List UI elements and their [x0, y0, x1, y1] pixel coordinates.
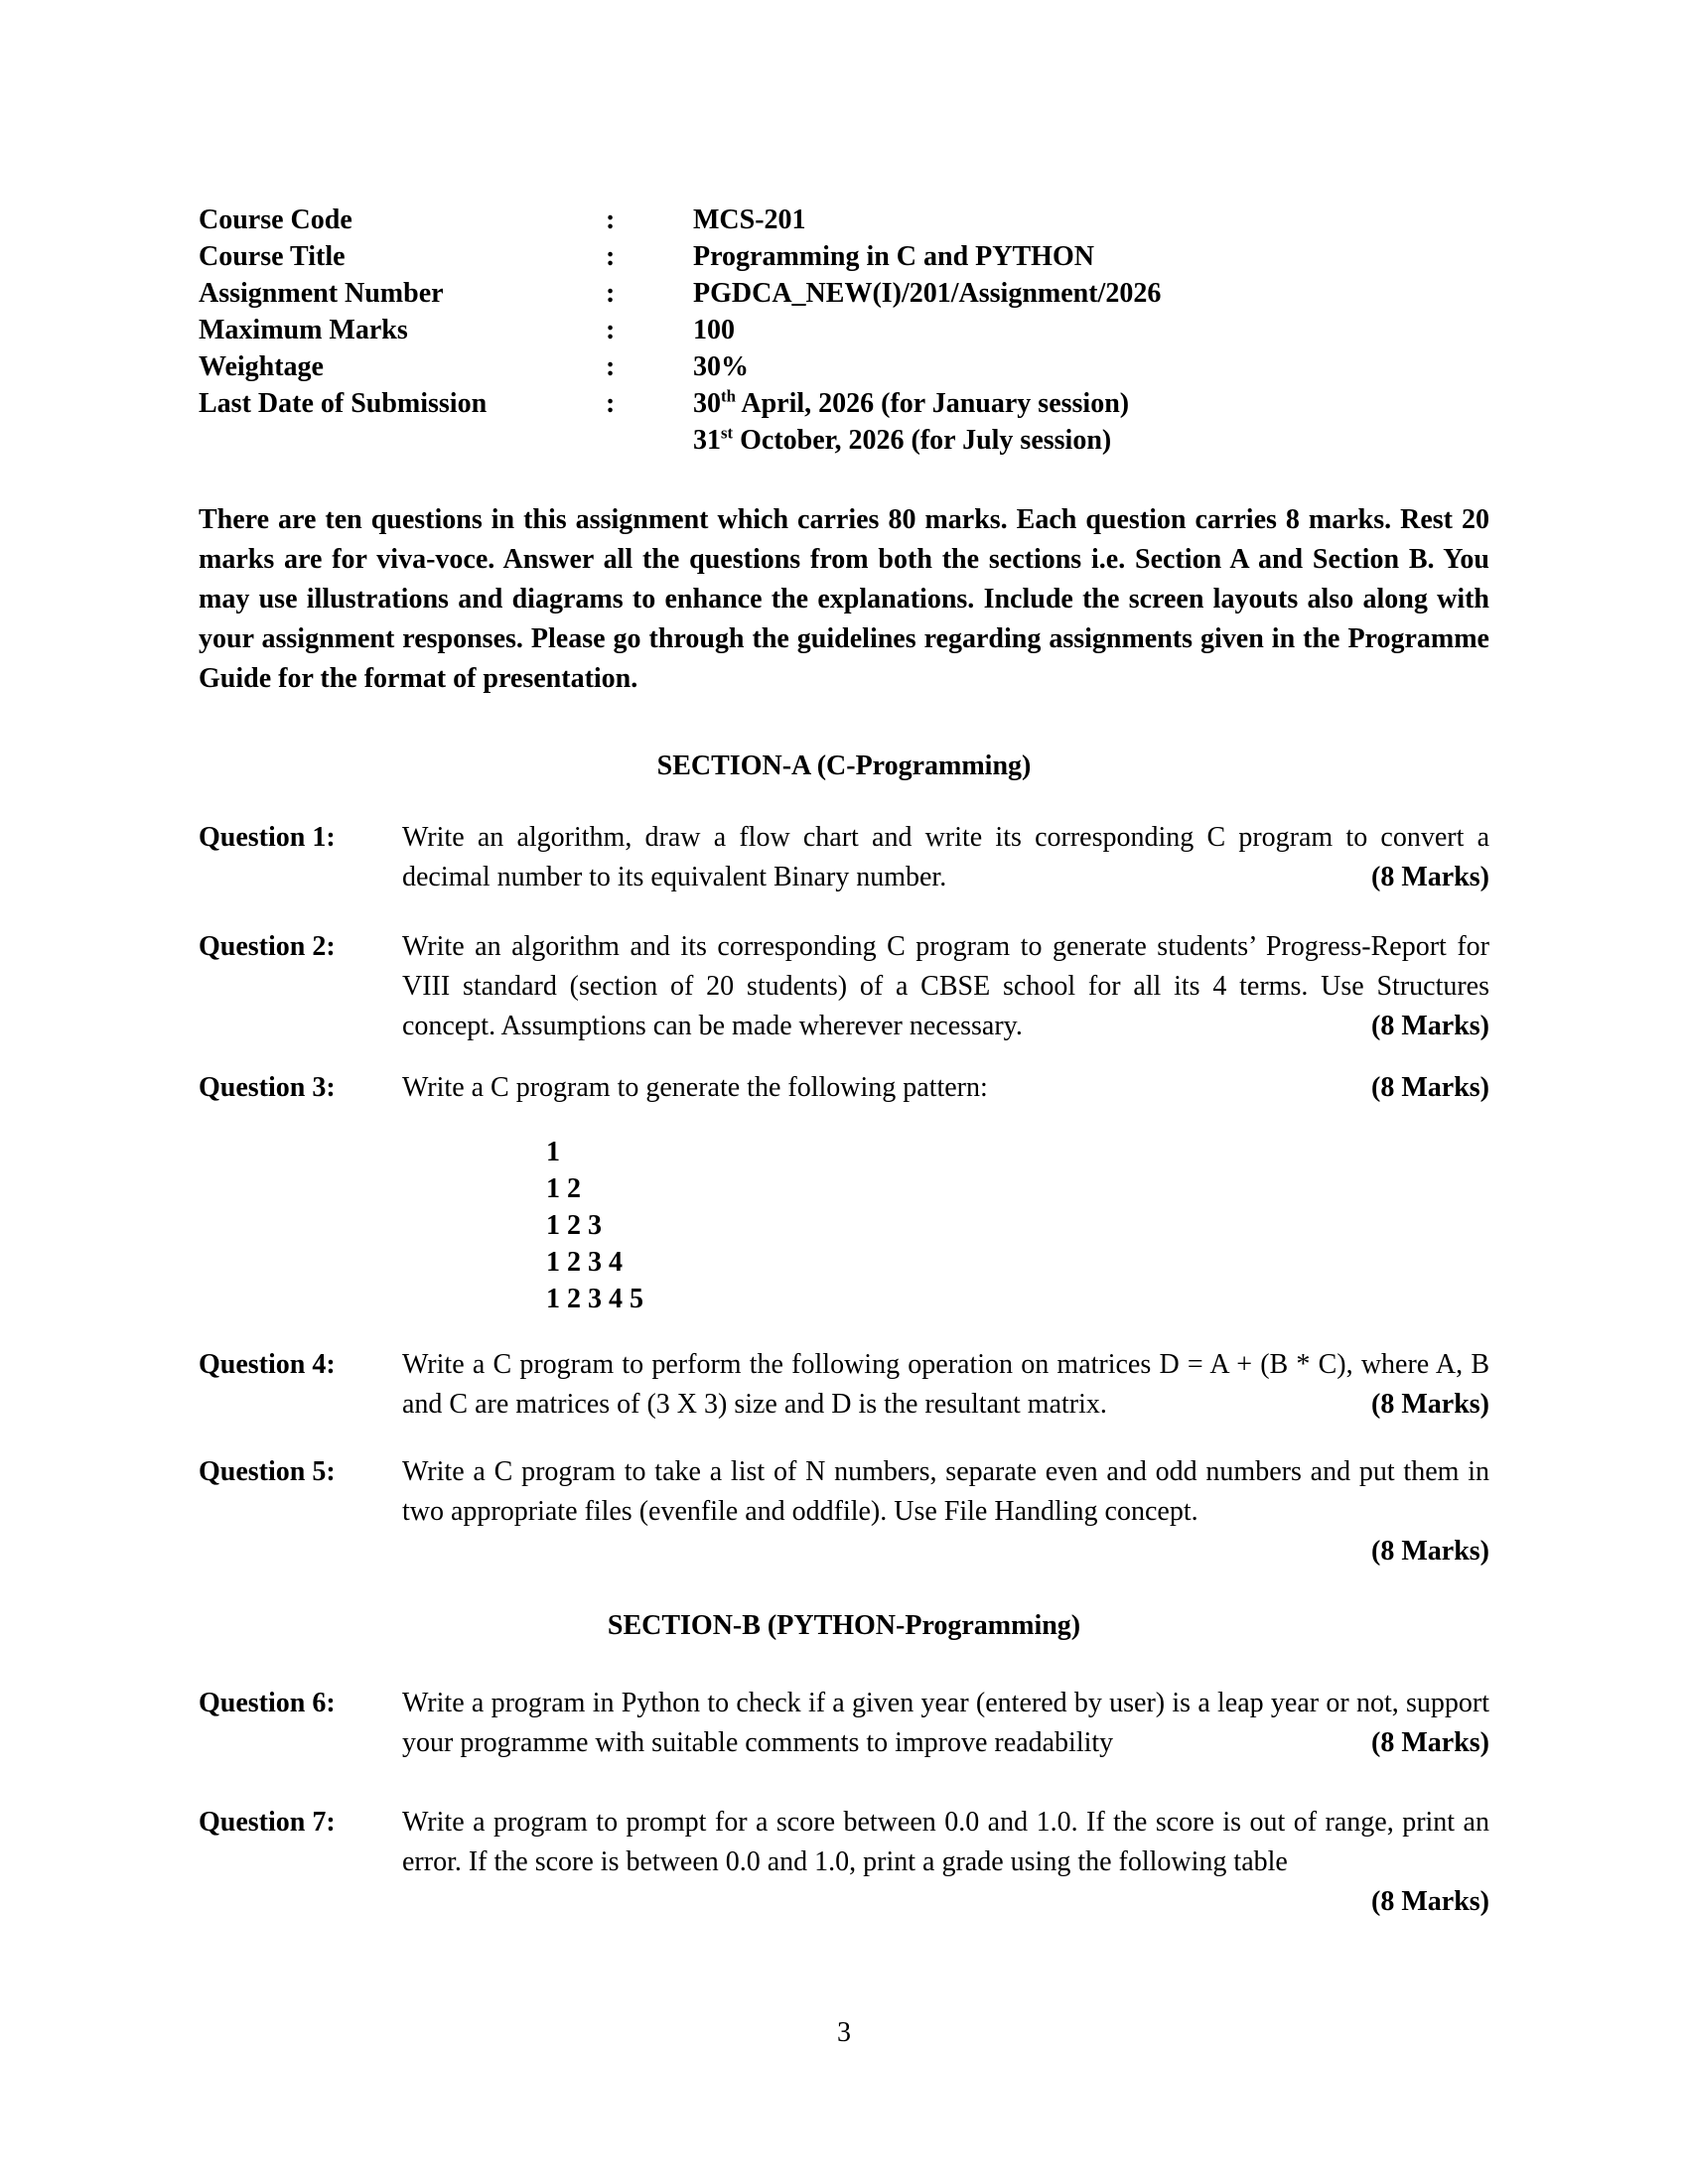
date-number: 30 [693, 388, 721, 419]
question-2-label: Question 2: [199, 931, 336, 962]
question-1 [199, 818, 1489, 897]
page-number: 3 [837, 2017, 851, 2048]
question-5-label: Question 5: [199, 1456, 336, 1487]
pattern-line-4: 1 2 3 4 [546, 1247, 623, 1278]
last-date-value-january [693, 385, 1489, 422]
question-4-marks: (8 Marks) [1371, 1389, 1489, 1420]
section-b-title: SECTION-B (PYTHON-Programming) [607, 1610, 1081, 1641]
separator-colon: : [606, 278, 616, 309]
empty-separator [606, 422, 693, 459]
header-row-weightage [199, 348, 1489, 385]
weightage-label: Weightage [199, 351, 324, 382]
question-3-marks: (8 Marks) [1371, 1072, 1489, 1103]
question-3-label: Question 3: [199, 1072, 336, 1103]
separator-colon: : [606, 241, 616, 272]
question-6-label: Question 6: [199, 1688, 336, 1718]
question-3-body-wrap [402, 1068, 1489, 1108]
question-6-marks: (8 Marks) [1371, 1727, 1489, 1758]
maximum-marks-label: Maximum Marks [199, 315, 408, 345]
header-row-course-code [199, 202, 1489, 238]
question-7-text: Write a program to prompt for a score between 0.0 and 1.0. If the score is out of range, print an error. If the score is between 0.0 and 1.0, print a grade using the following table [402, 1807, 1489, 1877]
date-rest: October, 2026 (for July session) [733, 425, 1112, 456]
ordinal-suffix: th [721, 386, 736, 406]
date-rest: April, 2026 (for January session) [735, 388, 1130, 419]
question-4-text: Write a C program to perform the following operation on matrices D = A + (B * C), where A, B and C are matrices of (3 X 3) size and D is the resultant matrix. [402, 1349, 1489, 1420]
question-1-marks: (8 Marks) [1371, 862, 1489, 892]
question-6-body-wrap [402, 1684, 1489, 1763]
course-code-value: MCS-201 [693, 205, 806, 235]
pattern-line-3: 1 2 3 [546, 1210, 602, 1241]
question-4-body-wrap [402, 1345, 1489, 1425]
course-code-label: Course Code [199, 205, 352, 235]
last-date-label: Last Date of Submission [199, 388, 488, 419]
course-header-block [199, 202, 1489, 459]
question-7-marks: (8 Marks) [1371, 1886, 1489, 1917]
number-pattern-block [546, 1134, 1489, 1317]
question-4-label: Question 4: [199, 1349, 336, 1380]
ordinal-suffix: st [721, 423, 734, 443]
header-row-assignment-number [199, 275, 1489, 312]
question-7-label: Question 7: [199, 1807, 336, 1838]
assignment-number-value: PGDCA_NEW(I)/201/Assignment/2026 [693, 278, 1162, 309]
separator-colon: : [606, 315, 616, 345]
question-1-label: Question 1: [199, 822, 336, 853]
pattern-line-2: 1 2 [546, 1173, 581, 1204]
question-2 [199, 927, 1489, 1046]
separator-colon: : [606, 205, 616, 235]
header-row-last-date-2 [199, 422, 1489, 459]
question-3 [199, 1068, 1489, 1108]
question-1-body-wrap [402, 818, 1489, 897]
separator-colon: : [606, 351, 616, 382]
separator-colon: : [606, 388, 616, 419]
pattern-line-1: 1 [546, 1137, 560, 1167]
header-row-last-date [199, 385, 1489, 422]
question-2-text: Write an algorithm and its corresponding C program to generate students’ Progress-Report for VIII standard (section of 20 students) of a CBSE school for all its 4 terms. Use Structures concept. Assumptions can be made wherever necessary. [402, 931, 1489, 1041]
course-title-label: Course Title [199, 241, 346, 272]
question-7 [199, 1803, 1489, 1922]
question-4 [199, 1345, 1489, 1425]
course-title-value: Programming in C and PYTHON [693, 241, 1094, 272]
question-5 [199, 1452, 1489, 1571]
question-6-text: Write a program in Python to check if a given year (entered by user) is a leap year or not, support your programme with suitable comments to improve readability [402, 1688, 1489, 1758]
question-6 [199, 1684, 1489, 1763]
question-2-marks: (8 Marks) [1371, 1011, 1489, 1041]
weightage-value: 30% [693, 351, 749, 382]
question-1-text: Write an algorithm, draw a flow chart and write its corresponding C program to convert a decimal number to its equivalent Binary number. [402, 822, 1489, 892]
assignment-number-label: Assignment Number [199, 278, 444, 309]
question-2-body-wrap [402, 927, 1489, 1046]
header-row-maximum-marks [199, 312, 1489, 348]
question-5-marks: (8 Marks) [1371, 1536, 1489, 1567]
instructions-paragraph: There are ten questions in this assignment which carries 80 marks. Each question carries 8 marks. Rest 20 marks are for viva-voce. Answer all the questions from both the sections i.e. Section A and Section B. You may use illustrations and diagrams to enhance the explanations. Include the screen layouts also along with your assignment responses. Please go through the guidelines regarding assignments given in the Programme Guide for the format of presentation. [199, 504, 1489, 694]
maximum-marks-value: 100 [693, 315, 735, 345]
section-a-title: SECTION-A (C-Programming) [656, 751, 1032, 781]
date-number: 31 [693, 425, 721, 456]
question-5-body-wrap [402, 1452, 1489, 1571]
pattern-line-5: 1 2 3 4 5 [546, 1284, 643, 1314]
header-row-course-title [199, 238, 1489, 275]
question-5-text: Write a C program to take a list of N numbers, separate even and odd numbers and put them in two appropriate files (evenfile and oddfile). Use File Handling concept. [402, 1456, 1489, 1527]
empty-label [199, 422, 606, 459]
question-3-text: Write a C program to generate the following pattern: [402, 1072, 988, 1103]
last-date-value-july [693, 422, 1489, 459]
question-7-body-wrap [402, 1803, 1489, 1922]
